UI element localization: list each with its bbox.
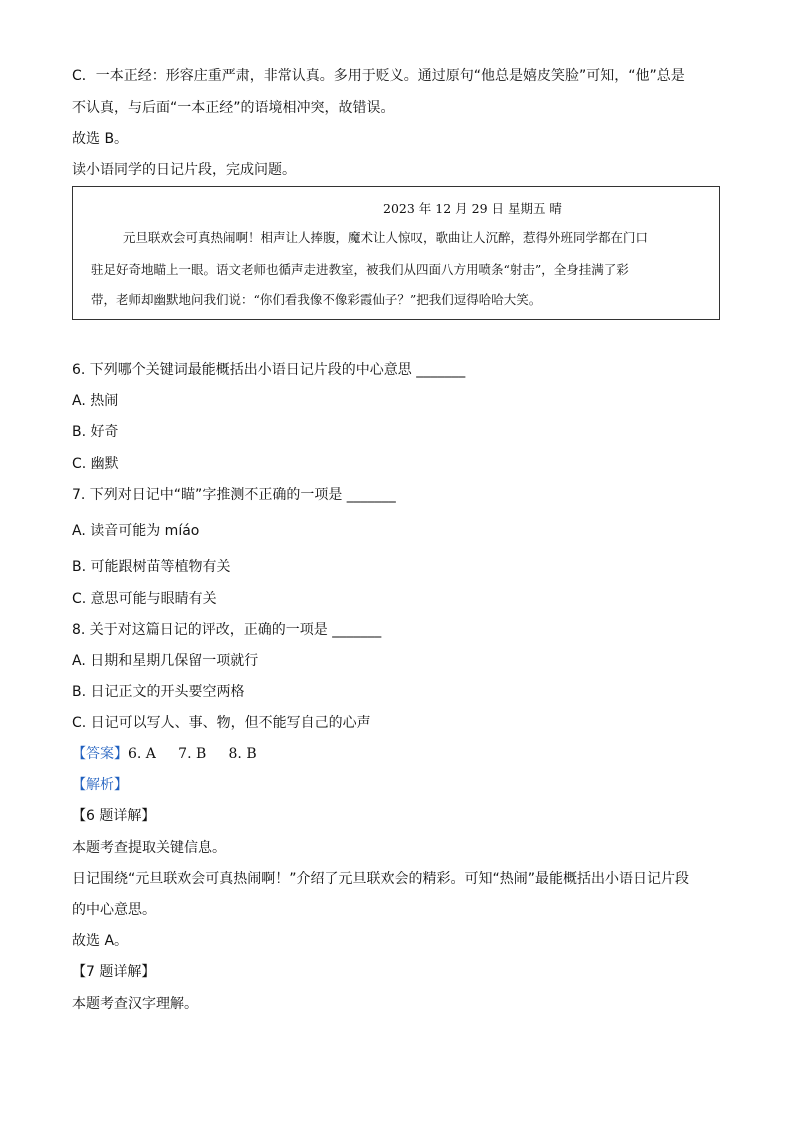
q6-detail-text-2: 日记围绕“元旦联欢会可真热闹啊！”介绍了元旦联欢会的精彩。可知“热闹”最能概括出小语日记片段 [72,871,690,887]
question-7-option-b: B. 可能跟树苗等植物有关 [72,559,231,575]
diary-line-1: 元旦联欢会可真热闹啊！相声让人捧腹，魔术让人惊叹，歌曲让人沉醉，惹得外班同学都在门口 [123,230,649,245]
q7-detail-text-1: 本题考查汉字理解。 [72,996,198,1012]
analysis-label: 【解析】 [72,777,128,793]
diary-date: 2023 年 12 月 29 日 星期五 晴 [383,201,562,216]
intro-line-2: 不认真，与后面“一本正经”的语境相冲突，故错误。 [72,100,395,116]
question-6-stem: 6. 下列哪个关键词最能概括出小语日记片段的中心意思 _______ [72,362,466,378]
question-7-option-c: C. 意思可能与眼睛有关 [72,591,217,607]
diary-line-2: 驻足好奇地瞄上一眼。语文老师也循声走进教室，被我们从四面八方用喷条“射击”，全身挂满了彩 [91,262,629,277]
answer-label: 【答案】 [72,746,128,762]
question-8-option-a: A. 日期和星期几保留一项就行 [72,653,259,669]
intro-line-1: C．一本正经：形容庄重严肃，非常认真。多用于贬义。通过原句“他总是嬉皮笑脸”可知，“他”总是 [72,68,685,84]
q6-detail-text-1: 本题考查提取关键信息。 [72,840,226,856]
q6-detail-label: 【6 题详解】 [72,808,156,824]
question-6-option-a: A. 热闹 [72,393,119,409]
question-6-option-b: B. 好奇 [72,424,119,440]
q6-detail-answer: 故选 A。 [72,933,129,949]
question-6-option-c: C. 幽默 [72,456,119,472]
q6-detail-text-3: 的中心意思。 [72,902,156,918]
question-7-stem: 7. 下列对日记中“瞄”字推测不正确的一项是 _______ [72,487,396,503]
answer-values: 6. A 7. B 8. B [128,746,257,762]
intro-answer: 故选 B。 [72,131,129,147]
question-7-option-a: A. 读音可能为 míáo [72,523,200,539]
reading-prompt: 读小语同学的日记片段，完成问题。 [72,162,296,178]
q7-detail-label: 【7 题详解】 [72,964,156,980]
question-8-option-c: C. 日记可以写人、事、物，但不能写自己的心声 [72,715,371,731]
question-8-option-b: B. 日记正文的开头要空两格 [72,684,245,700]
diary-line-3: 带，老师却幽默地问我们说：“你们看我像不像彩霞仙子？”把我们逗得哈哈大笑。 [91,292,542,307]
answer-row [72,744,257,764]
question-8-stem: 8. 关于对这篇日记的评改，正确的一项是 _______ [72,622,382,638]
diary-excerpt-box [72,186,720,320]
